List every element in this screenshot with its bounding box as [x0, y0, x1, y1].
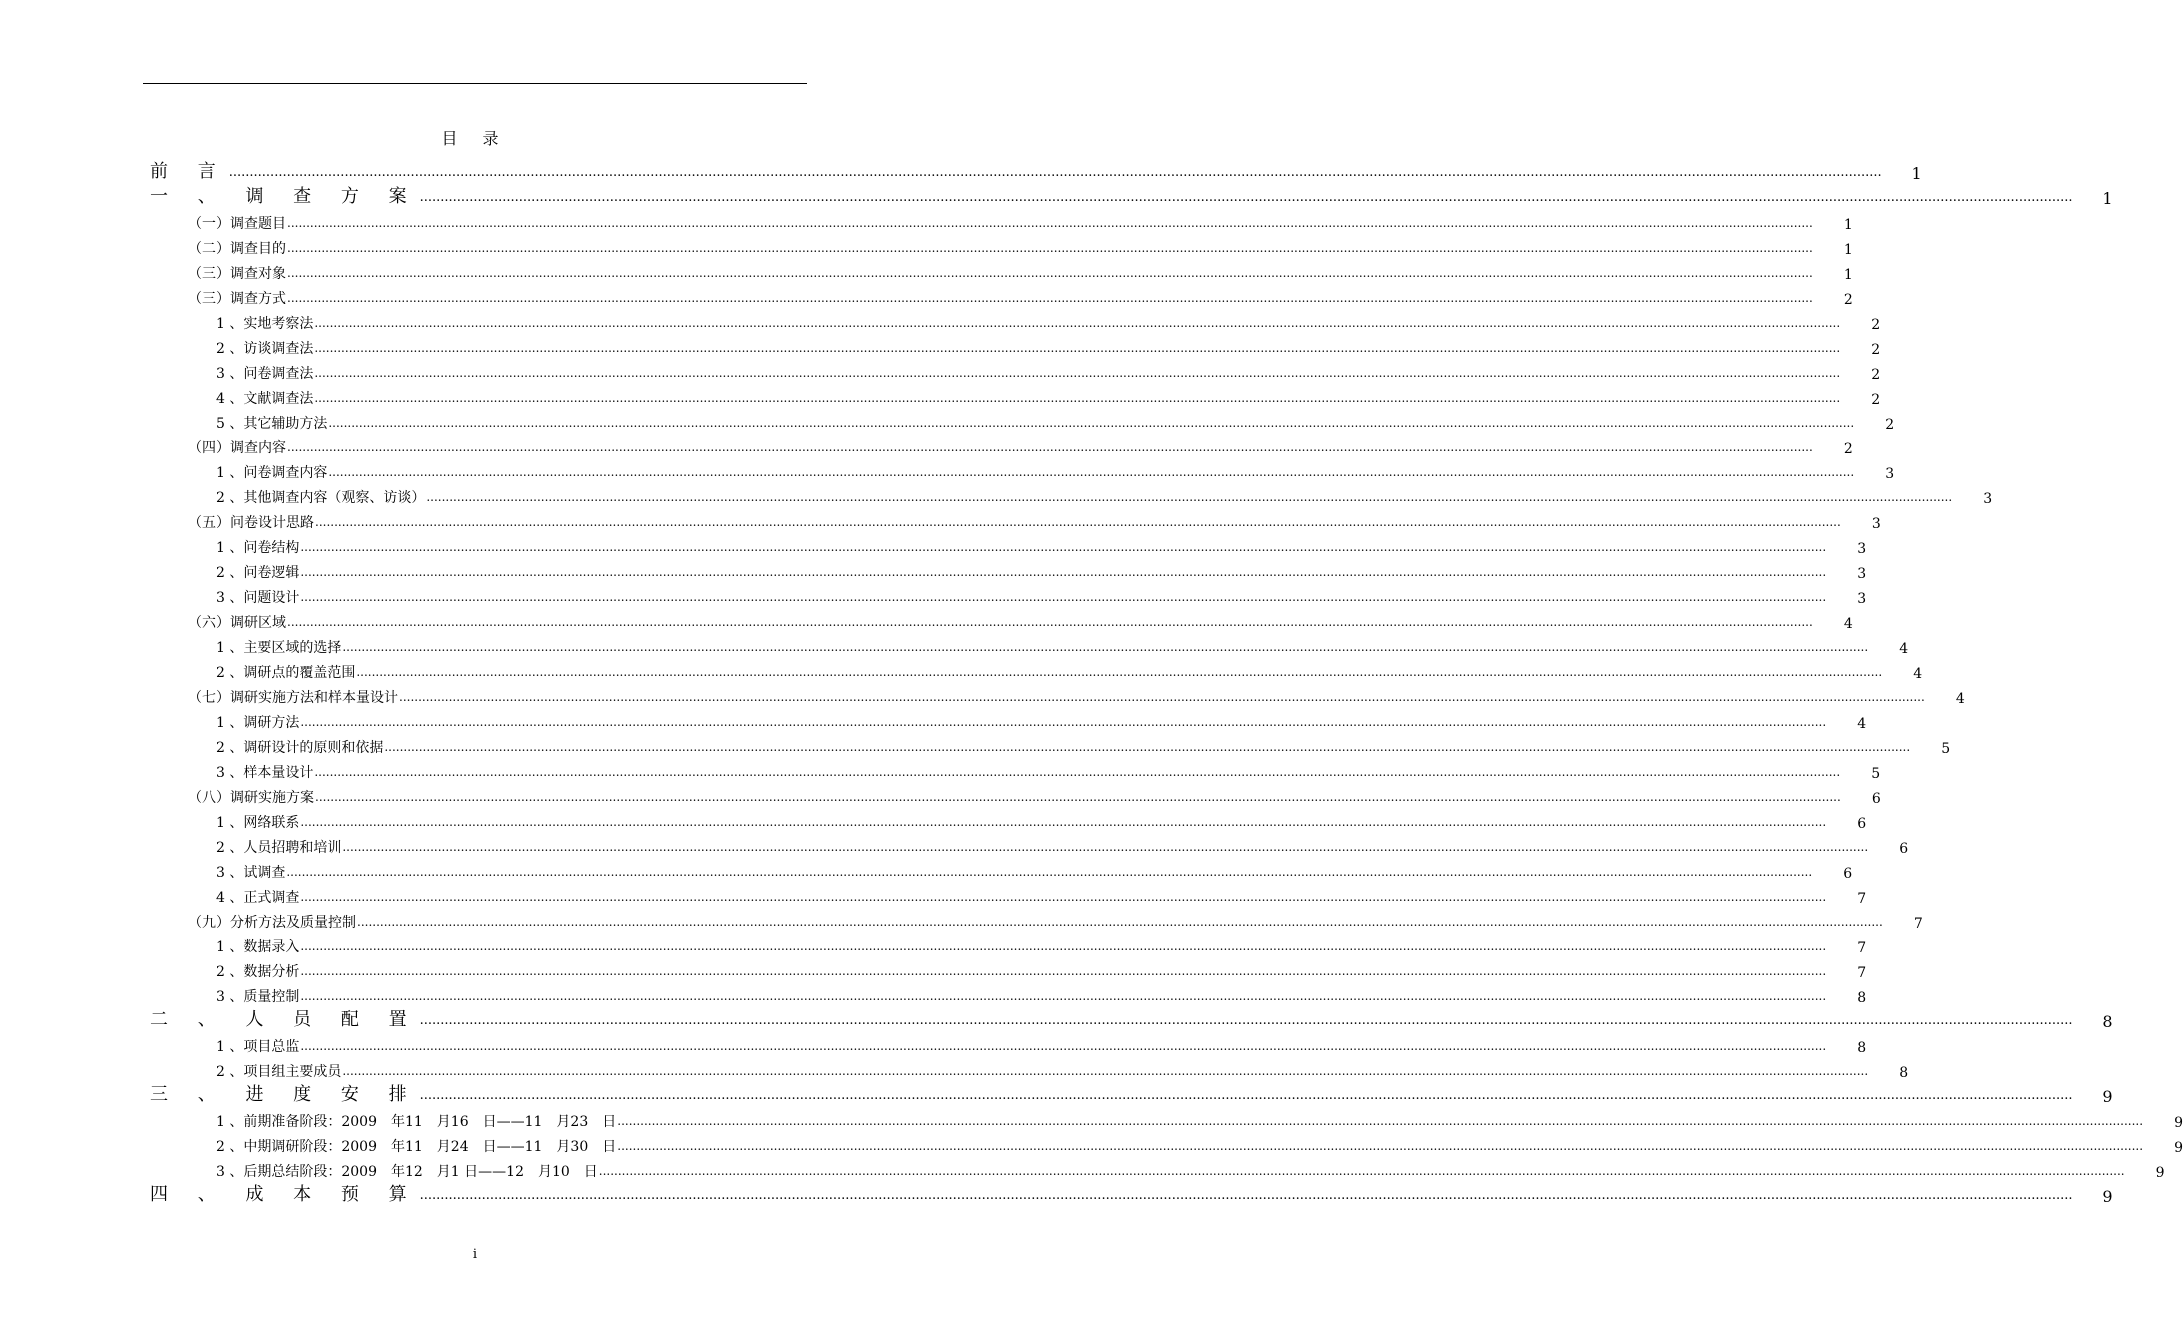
toc-entry-page: 3: [1857, 541, 1867, 558]
toc-entry-page: 9: [2155, 1165, 2165, 1181]
toc-entry[interactable]: [0, 308, 1881, 333]
dot-leader: ................................................................................................................................................................................................................................................................................................................................................................................................................: [300, 939, 1827, 954]
toc-entry-page: 6: [1843, 865, 1853, 882]
dot-leader: ................................................................................................................................................................................................................................................................................................................................................................................................................: [357, 914, 1883, 929]
toc-entry-label: （五）问卷设计思路: [188, 515, 314, 532]
toc-entry-label: 1 、项目总监: [216, 1039, 300, 1056]
toc-entry-label: 前 言: [150, 161, 228, 182]
toc-entry[interactable]: [0, 1181, 2113, 1206]
toc-entry-page: 9: [2102, 1186, 2113, 1206]
toc-entry[interactable]: [0, 607, 1853, 633]
toc-entry-label: 3 、试调查: [216, 864, 286, 881]
toc-entry[interactable]: [0, 432, 1853, 458]
toc-entry[interactable]: [0, 383, 1881, 408]
toc-entry-label: （二）调查目的: [188, 240, 286, 257]
toc-entry-label: 四 、 成 本 预 算: [150, 1183, 419, 1205]
toc-entry-label: 3 、质量控制: [216, 989, 300, 1006]
toc-entry-page: 9: [2174, 1140, 2183, 1157]
toc-entry-label: 1 、实地考察法: [216, 315, 314, 332]
toc-entry-label: 1 、问卷结构: [216, 540, 300, 557]
toc-entry-page: 4: [1899, 641, 1909, 658]
dot-leader: ................................................................................................................................................................................................................................................................................................................................................................................................................: [315, 789, 1841, 804]
dot-leader: ................................................................................................................................................................................................................................................................................................................................................................................................................: [300, 964, 1827, 979]
toc-entry[interactable]: [0, 333, 1881, 358]
dot-leader: ................................................................................................................................................................................................................................................................................................................................................................................................................: [300, 814, 1827, 829]
toc-entry-label: 1 、调研方法: [216, 714, 300, 731]
toc-entry-label: 5 、其它辅助方法: [216, 415, 328, 432]
dot-leader: ................................................................................................................................................................................................................................................................................................................................................................................................................: [287, 440, 1813, 455]
header-rule: [143, 83, 807, 84]
toc-entry[interactable]: [0, 457, 1895, 483]
toc-entry[interactable]: [0, 1156, 2165, 1181]
dot-leader: ................................................................................................................................................................................................................................................................................................................................................................................................................: [287, 290, 1813, 305]
toc-entry[interactable]: [0, 832, 1909, 857]
dot-leader: ................................................................................................................................................................................................................................................................................................................................................................................................................: [314, 764, 1841, 779]
toc-entry[interactable]: [0, 682, 1965, 707]
toc-entry[interactable]: [0, 632, 1909, 658]
toc-entry-label: 二 、 人 员 配 置: [150, 1009, 419, 1031]
dot-leader: ................................................................................................................................................................................................................................................................................................................................................................................................................: [315, 515, 1841, 530]
toc-entry-page: 2: [1871, 316, 1881, 333]
toc-entry-page: 2: [1871, 391, 1881, 408]
toc-entry-label: 3 、样本量设计: [216, 764, 314, 781]
dot-leader: ................................................................................................................................................................................................................................................................................................................................................................................................................: [228, 165, 1882, 180]
toc-entry-page: 3: [1857, 566, 1867, 583]
toc-entry-label: 4 、正式调查: [216, 889, 300, 906]
toc-title: 目 录: [441, 129, 509, 148]
dot-leader: ................................................................................................................................................................................................................................................................................................................................................................................................................: [287, 240, 1813, 255]
toc-entry[interactable]: [0, 532, 1867, 558]
dot-leader: ................................................................................................................................................................................................................................................................................................................................................................................................................: [300, 889, 1827, 904]
toc-entry-page: 6: [1899, 840, 1909, 857]
toc-entry-label: 一 、 调 查 方 案: [150, 185, 419, 207]
toc-entry-page: 9: [2174, 1115, 2183, 1132]
toc-entry-label: （七）调研实施方法和样本量设计: [188, 689, 398, 706]
toc-entry-label: 2 、问卷逻辑: [216, 565, 300, 582]
toc-entry-page: 2: [1885, 416, 1895, 433]
toc-entry-page: 7: [1857, 890, 1867, 907]
toc-entry-label: 4 、文献调查法: [216, 390, 314, 407]
toc-entry-label: 2 、访谈调查法: [216, 340, 314, 357]
dot-leader: ................................................................................................................................................................................................................................................................................................................................................................................................................: [617, 1139, 2144, 1154]
toc-entry-page: 4: [1857, 715, 1867, 732]
toc-entry-label: （九）分析方法及质量控制: [188, 914, 356, 931]
toc-entry-label: 3 、问卷调查法: [216, 365, 314, 382]
toc-entry[interactable]: [0, 183, 2113, 208]
toc-entry-label: 3 、后期总结阶段：2009 年12 月1 日——12 月10 日: [216, 1164, 598, 1180]
dot-leader: ................................................................................................................................................................................................................................................................................................................................................................................................................: [419, 189, 2073, 205]
dot-leader: ................................................................................................................................................................................................................................................................................................................................................................................................................: [300, 1039, 1827, 1054]
dot-leader: ................................................................................................................................................................................................................................................................................................................................................................................................................: [342, 640, 1869, 655]
toc-entry[interactable]: [0, 283, 1853, 308]
toc-entry-label: 1 、主要区域的选择: [216, 640, 342, 657]
toc-entry-page: 6: [1857, 815, 1867, 832]
toc-entry-page: 1: [2102, 188, 2113, 208]
toc-entry-label: 1 、网络联系: [216, 814, 300, 831]
toc-entry[interactable]: [0, 1131, 2183, 1157]
dot-leader: ................................................................................................................................................................................................................................................................................................................................................................................................................: [286, 864, 1813, 879]
toc-entry[interactable]: [0, 208, 1853, 233]
dot-leader: ................................................................................................................................................................................................................................................................................................................................................................................................................: [617, 1114, 2144, 1129]
toc-entry[interactable]: [0, 657, 1923, 682]
toc-entry-page: 5: [1941, 740, 1951, 757]
toc-entry-page: 1: [1843, 216, 1853, 233]
toc-entry-label: （三）调查方式: [188, 290, 286, 307]
dot-leader: ................................................................................................................................................................................................................................................................................................................................................................................................................: [419, 1013, 2073, 1029]
dot-leader: ................................................................................................................................................................................................................................................................................................................................................................................................................: [399, 689, 1925, 704]
toc-entry-page: 2: [1871, 366, 1881, 383]
toc-entry-page: 2: [1843, 291, 1853, 308]
toc-entry-page: 4: [1913, 666, 1923, 682]
dot-leader: ................................................................................................................................................................................................................................................................................................................................................................................................................: [342, 1064, 1869, 1079]
toc-entry-label: 1 、数据录入: [216, 939, 300, 956]
toc-entry-page: 3: [1871, 516, 1881, 533]
dot-leader: ................................................................................................................................................................................................................................................................................................................................................................................................................: [419, 1088, 2073, 1104]
toc-entry[interactable]: [0, 1081, 2113, 1107]
toc-entry-page: 3: [1857, 591, 1867, 608]
dot-leader: ................................................................................................................................................................................................................................................................................................................................................................................................................: [300, 714, 1827, 729]
toc-entry-page: 7: [1857, 940, 1867, 957]
toc-entry[interactable]: [0, 258, 1853, 283]
toc-entry[interactable]: [0, 233, 1853, 258]
dot-leader: ................................................................................................................................................................................................................................................................................................................................................................................................................: [328, 465, 1855, 480]
toc-entry[interactable]: [0, 981, 1867, 1007]
dot-leader: ................................................................................................................................................................................................................................................................................................................................................................................................................: [300, 565, 1827, 580]
toc-entry-page: 8: [1857, 1040, 1867, 1057]
dot-leader: ................................................................................................................................................................................................................................................................................................................................................................................................................: [314, 315, 1841, 330]
toc-entry[interactable]: [0, 507, 1881, 533]
toc-entry[interactable]: [0, 757, 1881, 782]
dot-leader: ................................................................................................................................................................................................................................................................................................................................................................................................................: [598, 1164, 2125, 1178]
page-number: i: [472, 1247, 478, 1262]
dot-leader: ................................................................................................................................................................................................................................................................................................................................................................................................................: [300, 540, 1827, 555]
toc-entry-label: （三）调查对象: [188, 265, 286, 282]
toc-entry-page: 9: [2102, 1087, 2113, 1107]
toc-entry[interactable]: [0, 857, 1853, 882]
toc-entry-label: 2 、调研设计的原则和依据: [216, 739, 384, 756]
dot-leader: ................................................................................................................................................................................................................................................................................................................................................................................................................: [314, 340, 1841, 355]
toc-entry-label: （八）调研实施方案: [188, 789, 314, 806]
dot-leader: ................................................................................................................................................................................................................................................................................................................................................................................................................: [300, 590, 1827, 605]
toc-entry-label: （四）调查内容: [188, 440, 286, 457]
toc-entry[interactable]: [0, 482, 1993, 508]
toc-entry[interactable]: [0, 931, 1867, 957]
toc-entry[interactable]: [0, 1031, 1867, 1057]
toc-entry[interactable]: [0, 907, 1923, 932]
toc-entry-page: 4: [1843, 616, 1853, 633]
toc-entry-page: 1: [1843, 241, 1853, 258]
toc-entry-page: 2: [1843, 441, 1853, 458]
toc-entry[interactable]: [0, 582, 1867, 608]
dot-leader: ................................................................................................................................................................................................................................................................................................................................................................................................................: [314, 365, 1841, 380]
toc-entry[interactable]: [0, 158, 1922, 183]
toc-entry[interactable]: [0, 358, 1881, 383]
toc-entry-label: 2 、中期调研阶段：2009 年11 月24 日——11 月30 日: [216, 1139, 617, 1156]
toc-entry[interactable]: [0, 408, 1895, 433]
toc-entry[interactable]: [0, 732, 1951, 757]
toc-entry[interactable]: [0, 1056, 1909, 1082]
dot-leader: ................................................................................................................................................................................................................................................................................................................................................................................................................: [356, 665, 1883, 679]
dot-leader: ................................................................................................................................................................................................................................................................................................................................................................................................................: [287, 615, 1813, 630]
dot-leader: ................................................................................................................................................................................................................................................................................................................................................................................................................: [287, 215, 1813, 230]
dot-leader: ................................................................................................................................................................................................................................................................................................................................................................................................................: [300, 989, 1827, 1004]
toc-entry[interactable]: [0, 807, 1867, 832]
dot-leader: ................................................................................................................................................................................................................................................................................................................................................................................................................: [426, 490, 1953, 505]
toc-entry-label: 2 、项目组主要成员: [216, 1064, 342, 1081]
toc-entry-page: 4: [1955, 690, 1965, 707]
toc-entry-label: 1 、前期准备阶段：2009 年11 月16 日——11 月23 日: [216, 1114, 617, 1131]
toc-entry-page: 1: [1843, 266, 1853, 283]
toc-entry-page: 6: [1871, 790, 1881, 807]
dot-leader: ................................................................................................................................................................................................................................................................................................................................................................................................................: [314, 390, 1841, 405]
toc-entry[interactable]: [0, 956, 1867, 982]
toc-entry[interactable]: [0, 882, 1867, 907]
toc-entry-label: （六）调研区域: [188, 615, 286, 632]
toc-entry-label: 三 、 进 度 安 排: [150, 1084, 419, 1106]
toc-entry[interactable]: [0, 557, 1867, 583]
toc-entry[interactable]: [0, 707, 1867, 732]
dot-leader: ................................................................................................................................................................................................................................................................................................................................................................................................................: [342, 839, 1869, 854]
toc-entry-page: 5: [1871, 765, 1881, 782]
toc-entry[interactable]: [0, 1106, 2183, 1132]
toc-entry-label: 2 、其他调查内容（观察、访谈）: [216, 490, 426, 507]
toc-entry-label: （一）调查题目: [188, 215, 286, 232]
toc-entry-page: 8: [1857, 990, 1867, 1007]
dot-leader: ................................................................................................................................................................................................................................................................................................................................................................................................................: [419, 1187, 2073, 1203]
toc-entry-page: 8: [1899, 1065, 1909, 1082]
toc-entry-page: 3: [1885, 466, 1895, 483]
toc-entry-label: 3 、问题设计: [216, 590, 300, 607]
toc-entry-label: 2 、调研点的覆盖范围: [216, 665, 356, 681]
toc-entry-page: 7: [1913, 915, 1923, 932]
toc-entry-label: 1 、问卷调查内容: [216, 465, 328, 482]
dot-leader: ................................................................................................................................................................................................................................................................................................................................................................................................................: [287, 265, 1813, 280]
dot-leader: ................................................................................................................................................................................................................................................................................................................................................................................................................: [384, 739, 1911, 754]
toc-entry-page: 8: [2102, 1012, 2113, 1032]
toc-entry-label: 2 、数据分析: [216, 964, 300, 981]
toc-entry-page: 2: [1871, 341, 1881, 358]
toc-entry-page: 7: [1857, 965, 1867, 982]
dot-leader: ................................................................................................................................................................................................................................................................................................................................................................................................................: [328, 415, 1855, 430]
toc-entry[interactable]: [0, 1006, 2113, 1032]
toc-entry-page: 1: [1911, 164, 1922, 183]
toc-entry-label: 2 、人员招聘和培训: [216, 839, 342, 856]
toc-entry[interactable]: [0, 782, 1881, 807]
toc-entry-page: 3: [1983, 491, 1993, 508]
